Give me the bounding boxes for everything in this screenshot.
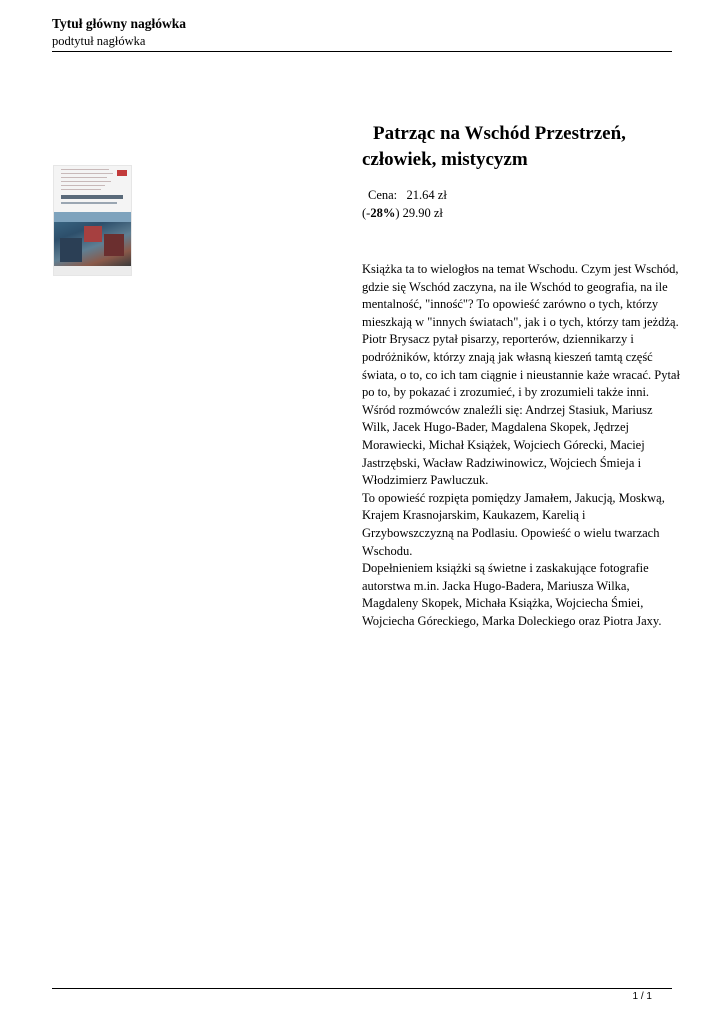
book-title-line-2: człowiek, mistycyzm xyxy=(362,149,528,170)
description-paragraph: To opowieść rozpięta pomiędzy Jamałem, Jakucją, Moskwą, Krajem Krasnojarskim, Kaukazem, Karelią i Grzybowszczyzną na Podlasiu. Opowieść o wielu twarzach Wschodu. xyxy=(362,490,665,558)
cover-title-bar xyxy=(61,195,123,199)
header-title: Tytuł główny nagłówka xyxy=(52,16,187,31)
page-number: 1 / 1 xyxy=(632,991,652,1002)
footer-divider xyxy=(52,988,672,989)
header-divider xyxy=(52,51,672,52)
header-subtitle: podtytuł nagłówka xyxy=(52,34,146,48)
cover-badge xyxy=(117,170,127,176)
cover-footer xyxy=(54,266,131,275)
current-price-row xyxy=(362,186,447,204)
discount-row xyxy=(362,204,447,222)
price-label: Cena: xyxy=(368,188,398,202)
cover-text-lines xyxy=(61,169,115,193)
discount-prefix: (- xyxy=(362,206,371,220)
description-paragraph: Dopełnieniem książki są świetne i zaskakujące fotografie autorstwa m.in. Jacka Hugo-Badera, Mariusza Wilka, Magdaleny Skopek, Michała Książka, Wojciecha Śmiei, Wojciecha Góreckiego, Marka Doleckiego oraz Piotra Jaxy. xyxy=(362,561,662,628)
book-description xyxy=(362,261,680,630)
book-title xyxy=(362,121,682,173)
cover-subtitle-bar xyxy=(61,202,117,204)
description-paragraph: Piotr Brysacz pytał pisarzy, reporterów, dziennikarzy i podróżników, którzy znają jak własną kieszeń tamtą część świata, o to, co ich tam ciągnie i nieustannie każe wracać. Pytał po to, by pokazać i zrozumieć, i by zrozumieli także inni. xyxy=(362,332,680,400)
current-price: 21.64 zł xyxy=(406,188,447,202)
description-paragraph: Książka ta to wielogłos na temat Wschodu. Czym jest Wschód, gdzie się Wschód zaczyna, na ile Wschód to geografia, na ile mentalność, "inność"? To opowieść zarówno o tych, którzy mieszkają w "innych światach", jak i o tych, którzy tam jeżdżą. xyxy=(362,262,679,329)
discount-percent: 28% xyxy=(370,206,396,220)
cover-photo xyxy=(54,212,131,266)
description-paragraph: Wśród rozmówców znaleźli się: Andrzej Stasiuk, Mariusz Wilk, Jacek Hugo-Bader, Magdalena Skopek, Jędrzej Morawiecki, Michał Książek, Wojciech Górecki, Maciej Jastrzębski, Wacław Radziwinowicz, Wojciech Śmieja i Włodzimierz Pawluczuk. xyxy=(362,402,653,488)
book-cover-image xyxy=(54,166,131,275)
discount-suffix: ) xyxy=(395,206,400,220)
price-block xyxy=(362,186,447,222)
book-title-line-1: Patrząc na Wschód Przestrzeń, xyxy=(373,123,626,144)
old-price: 29.90 zł xyxy=(402,206,443,220)
